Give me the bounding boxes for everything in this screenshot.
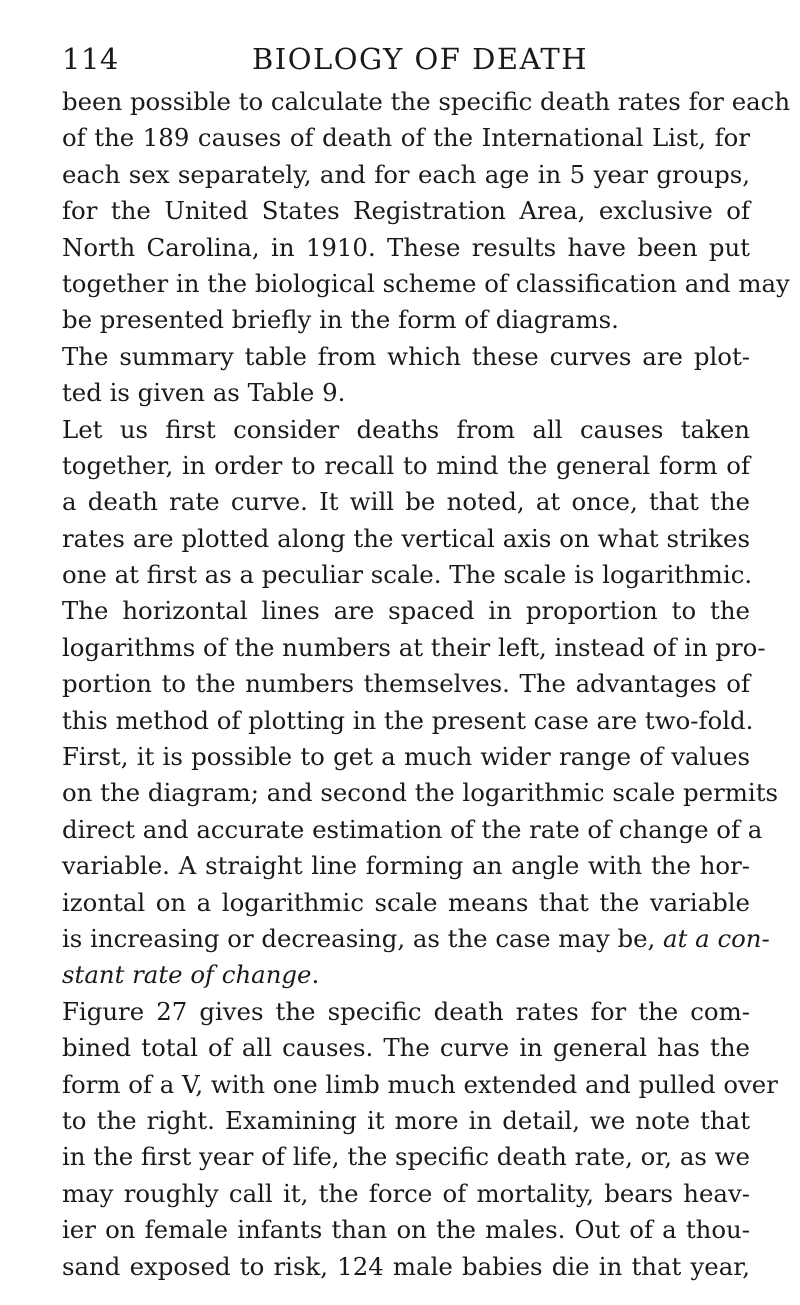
text-line: portion to the numbers themselves. The advantages of: [62, 669, 750, 699]
text-line: ted is given as Table 9.: [62, 378, 346, 408]
body-text: [62, 84, 791, 1285]
text-line: this method of plotting in the present case are two-fold.: [62, 705, 754, 735]
page-number: 114: [62, 42, 119, 76]
text-line: been possible to calculate the specific death rates for each: [62, 87, 791, 116]
text-line: ier on female infants than on the males. Out of a thou-: [62, 1215, 750, 1245]
text-line: rates are plotted along the vertical axis on what strikes: [62, 523, 750, 553]
text-line: North Carolina, in 1910. These results have been put: [62, 232, 750, 262]
text-line: First, it is possible to get a much wider range of values: [62, 742, 750, 772]
text-segment: is increasing or decreasing, as the case may be,: [62, 923, 656, 953]
text-line: on the diagram; and second the logarithmic scale permits: [62, 778, 779, 808]
italic-phrase: at a con-: [663, 923, 770, 953]
text-line: for the United States Registration Area, exclusive of: [62, 196, 750, 226]
text-line: variable. A straight line forming an angle with the hor-: [62, 851, 750, 881]
text-line: izontal on a logarithmic scale means that the variable: [62, 887, 750, 917]
text-line: together, in order to recall to mind the general form of: [62, 450, 750, 480]
text-line: be presented briefly in the form of diagrams.: [62, 305, 619, 335]
text-line: logarithms of the numbers at their left, instead of in pro-: [62, 632, 766, 662]
text-line: each sex separately, and for each age in 5 year groups,: [62, 159, 750, 189]
text-line: together in the biological scheme of classification and may: [62, 268, 790, 298]
italic-phrase: stant rate of change: [62, 960, 312, 990]
text-line: Figure 27 gives the specific death rates for the com-: [62, 996, 750, 1026]
text-line: one at first as a peculiar scale. The scale is logarithmic.: [62, 560, 753, 590]
text-line: to the right. Examining it more in detail, we note that: [62, 1105, 750, 1135]
text-line: bined total of all causes. The curve in general has the: [62, 1033, 750, 1063]
text-line: Let us first consider deaths from all causes taken: [62, 414, 750, 444]
text-segment: .: [311, 960, 320, 990]
text-line-mixed: [62, 957, 750, 993]
running-head: [62, 42, 738, 82]
text-line: sand exposed to risk, 124 male babies die in that year,: [62, 1251, 750, 1281]
text-line: The summary table from which these curves are plot-: [62, 341, 750, 371]
text-line: in the first year of life, the specific death rate, or, as we: [62, 1142, 750, 1172]
text-line: direct and accurate estimation of the rate of change of a: [62, 814, 763, 844]
text-line: form of a V, with one limb much extended and pulled over: [62, 1069, 778, 1099]
text-line: The horizontal lines are spaced in proportion to the: [62, 596, 750, 626]
text-line: a death rate curve. It will be noted, at once, that the: [62, 487, 750, 517]
running-title: BIOLOGY OF DEATH: [251, 42, 589, 76]
text-line-mixed: [62, 921, 770, 957]
text-line: may roughly call it, the force of mortality, bears heav-: [62, 1178, 750, 1208]
text-line: of the 189 causes of death of the International List, for: [62, 123, 750, 153]
